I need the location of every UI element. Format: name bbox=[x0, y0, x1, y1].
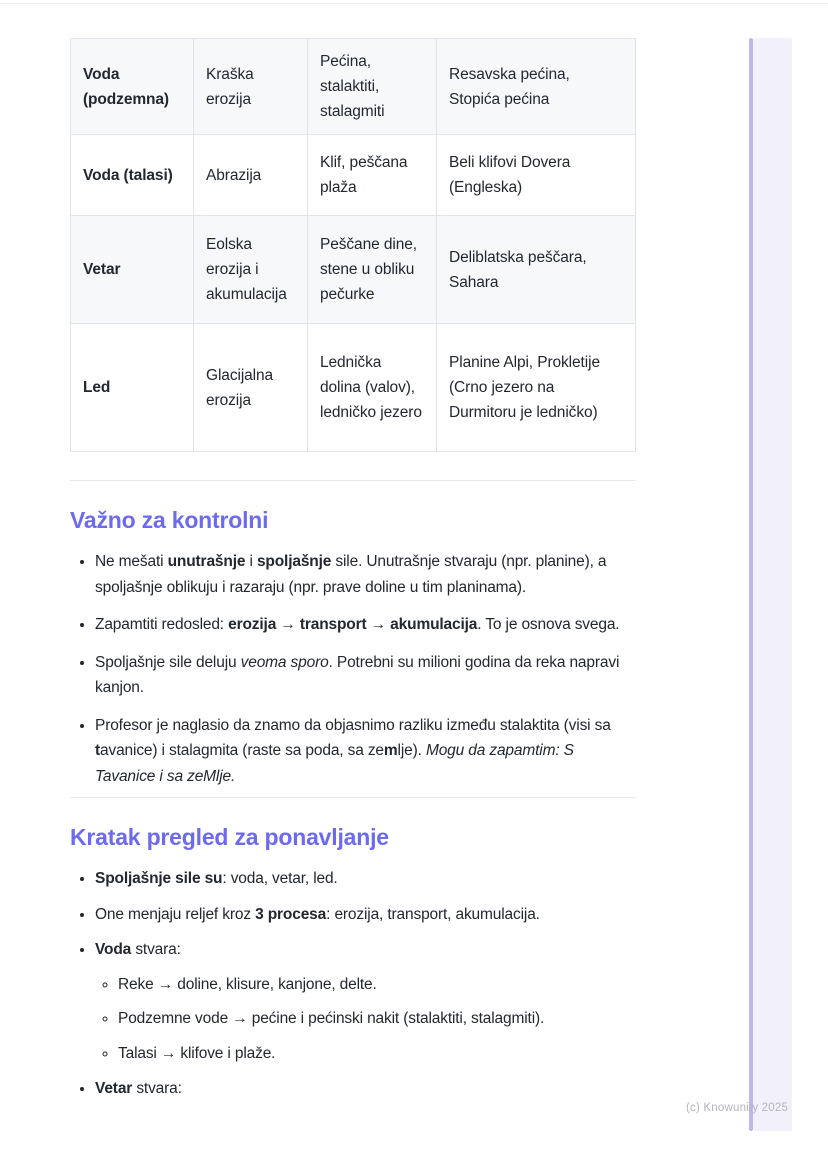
table-cell-examples: Resavska pećina, Stopića pećina bbox=[437, 39, 636, 135]
section-divider-1 bbox=[70, 480, 636, 481]
top-divider bbox=[0, 3, 828, 4]
sub-list-item bbox=[118, 1041, 636, 1067]
summary-list bbox=[70, 866, 636, 1102]
list-item-text: Talasi → klifove i plaže. bbox=[118, 1044, 276, 1062]
list-item-text: Zapamtiti redosled: erozija → transport → akumulacija. To je osnova svega. bbox=[95, 616, 620, 633]
section-title-kratak-pregled: Kratak pregled za ponavljanje bbox=[70, 824, 389, 850]
sub-list-item bbox=[118, 1006, 636, 1032]
list-item bbox=[95, 549, 636, 600]
table-cell-forms: Klif, peščana plaža bbox=[308, 135, 437, 216]
table-row bbox=[71, 39, 636, 135]
table-cell-forms: Peščane dine, stene u obliku pečurke bbox=[308, 216, 437, 324]
table-row bbox=[71, 135, 636, 216]
list-item bbox=[95, 902, 636, 928]
table-cell-force: Led bbox=[71, 324, 194, 452]
table-cell-process: Eolska erozija i akumulacija bbox=[194, 216, 308, 324]
table-cell-examples: Beli klifovi Dovera (Engleska) bbox=[437, 135, 636, 216]
list-item-text: Spoljašnje sile su: voda, vetar, led. bbox=[95, 870, 338, 887]
list-item bbox=[95, 612, 636, 638]
table-cell-force: Vetar bbox=[71, 216, 194, 324]
list-item bbox=[95, 866, 636, 892]
table-cell-process: Glacijalna erozija bbox=[194, 324, 308, 452]
table-cell-forms: Pećina, stalaktiti, stalagmiti bbox=[308, 39, 437, 135]
table-cell-examples: Deliblatska peščara, Sahara bbox=[437, 216, 636, 324]
table-cell-process: Kraška erozija bbox=[194, 39, 308, 135]
page-edge-line bbox=[749, 38, 753, 1131]
list-item-text: Spoljašnje sile deluju veoma sporo. Potrebni su milioni godina da reka napravi kanjon. bbox=[95, 653, 620, 696]
list-item-text: Ne mešati unutrašnje i spoljašnje sile. Unutrašnje stvaraju (npr. planine), a spoljašnje oblikuju i razaraju (npr. prave doline u tim planinama). bbox=[95, 553, 607, 596]
section-divider-2 bbox=[70, 797, 636, 798]
section-title-vazno-za-kontrolni: Važno za kontrolni bbox=[70, 507, 269, 533]
list-item bbox=[95, 713, 636, 790]
table-cell-force: Voda (podzemna) bbox=[71, 39, 194, 135]
sub-list-item bbox=[118, 972, 636, 998]
external-forces-table bbox=[70, 38, 636, 452]
important-notes-list bbox=[70, 549, 636, 789]
watermark: (c) Knowunity 2025 bbox=[686, 1102, 789, 1114]
list-item-text: Vetar stvara: bbox=[95, 1080, 182, 1097]
table-cell-process: Abrazija bbox=[194, 135, 308, 216]
list-item-text: Podzemne vode → pećine i pećinski nakit (stalaktiti, stalagmiti). bbox=[118, 1010, 545, 1027]
list-item-text: One menjaju reljef kroz 3 procesa: erozija, transport, akumulacija. bbox=[95, 905, 540, 923]
list-item bbox=[95, 1076, 636, 1102]
document-content bbox=[70, 38, 636, 1102]
table-row bbox=[71, 324, 636, 452]
table-row bbox=[71, 216, 636, 324]
table-cell-forms: Lednička dolina (valov), ledničko jezero bbox=[308, 324, 437, 452]
list-item-text: Reke → doline, klisure, kanjone, delte. bbox=[118, 975, 377, 993]
table-cell-force: Voda (talasi) bbox=[71, 135, 194, 216]
list-item-text: Voda stvara: bbox=[95, 941, 181, 958]
list-item bbox=[95, 650, 636, 701]
voda-sublist bbox=[95, 972, 636, 1067]
page-edge-panel bbox=[753, 38, 792, 1131]
table-cell-examples: Planine Alpi, Prokletije (Crno jezero na Durmitoru je ledničko) bbox=[437, 324, 636, 452]
list-item bbox=[95, 937, 636, 1066]
list-item-text: Profesor je naglasio da znamo da objasnimo razliku između stalaktita (visi sa tavanice) i stalagmita (raste sa poda, sa zemlje). Mogu da zapamtim: S Tavanice i sa zeMlje. bbox=[95, 716, 611, 785]
